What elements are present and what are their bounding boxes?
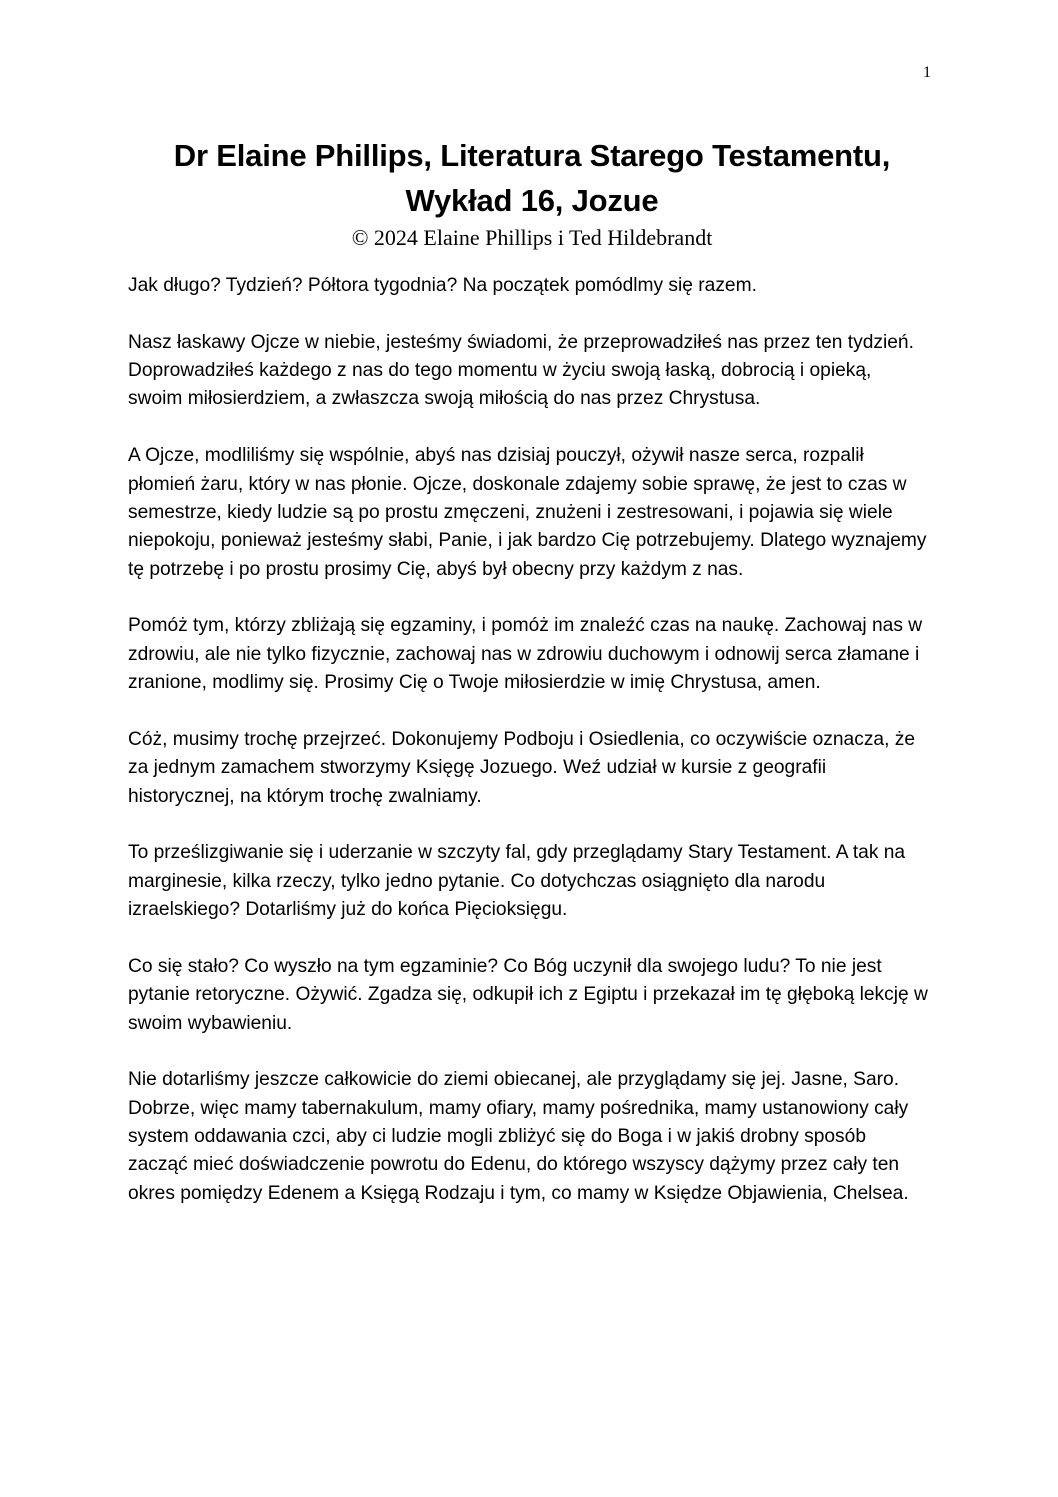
copyright-line: © 2024 Elaine Phillips i Ted Hildebrandt (351, 225, 713, 250)
title-line-2: Wykład 16, Jozue (405, 183, 659, 218)
document-body (128, 272, 928, 1236)
paragraph: Cóż, musimy trochę przejrzeć. Dokonujemy Podboju i Osiedlenia, co oczywiście oznacza, że za jednym zamachem stworzymy Księgę Jozuego. Weź udział w kursie z geografii historycznej, na którym trochę zwalniamy. (128, 728, 916, 807)
paragraph: Jak długo? Tydzień? Półtora tygodnia? Na początek pomódlmy się razem. (128, 275, 757, 296)
title-line-1: Dr Elaine Phillips, Literatura Starego Testamentu, (173, 138, 891, 173)
paragraph: To prześlizgiwanie się i uderzanie w szczyty fal, gdy przeglądamy Stary Testament. A tak na marginesie, kilka rzeczy, tylko jedno pytanie. Co dotychczas osiągnięto dla narodu izraelskiego? Dotarliśmy już do końca Pięcioksięgu. (128, 842, 906, 921)
paragraph: Nie dotarliśmy jeszcze całkowicie do ziemi obiecanej, ale przyglądamy się jej. Jasne, Saro. Dobrze, więc mamy tabernakulum, mamy ofiary, mamy pośrednika, mamy ustanowiony cały system oddawania czci, aby ci ludzie mogli zbliżyć się do Boga i w jakiś drobny sposób zacząć mieć doświadczenie powrotu do Edenu, do którego wszyscy dążymy przez cały ten okres pomiędzy Edenem a Księgą Rodzaju i tym, co mamy w Księdze Objawienia, Chelsea. (128, 1069, 909, 1204)
document-title (100, 133, 964, 223)
paragraph: Pomóż tym, którzy zbliżają się egzaminy, i pomóż im znaleźć czas na naukę. Zachowaj nas w zdrowiu, ale nie tylko fizycznie, zachowaj nas w zdrowiu duchowym i odnowij serca złamane i zranione, modlimy się. Prosimy Cię o Twoje miłosierdzie w imię Chrystusa, amen. (128, 615, 923, 694)
paragraph: Co się stało? Co wyszło na tym egzaminie? Co Bóg uczynił dla swojego ludu? To nie jest pytanie retoryczne. Ożywić. Zgadza się, odkupił ich z Egiptu i przekazał im tę głęboką lekcję w swoim wybawieniu. (128, 955, 928, 1034)
paragraph: Nasz łaskawy Ojcze w niebie, jesteśmy świadomi, że przeprowadziłeś nas przez ten tydzień. Doprowadziłeś każdego z nas do tego momentu w życiu swoją łaską, dobrocią i opieką, swoim miłosierdziem, a zwłaszcza swoją miłością do nas przez Chrystusa. (128, 331, 914, 410)
page-number: 1 (923, 64, 931, 81)
document-header (100, 133, 964, 253)
paragraph: A Ojcze, modliliśmy się wspólnie, abyś nas dzisiaj pouczył, ożywił nasze serca, rozpalił płomień żaru, który w nas płonie. Ojcze, doskonale zdajemy sobie sprawę, że jest to czas w semestrze, kiedy ludzie są po prostu zmęczeni, znużeni i zestresowani, i pojawia się wiele niepokoju, ponieważ jesteśmy słabi, Panie, i jak bardzo Cię potrzebujemy. Dlatego wyznajemy tę potrzebę i po prostu prosimy Cię, abyś był obecny przy każdym z nas. (128, 445, 927, 580)
